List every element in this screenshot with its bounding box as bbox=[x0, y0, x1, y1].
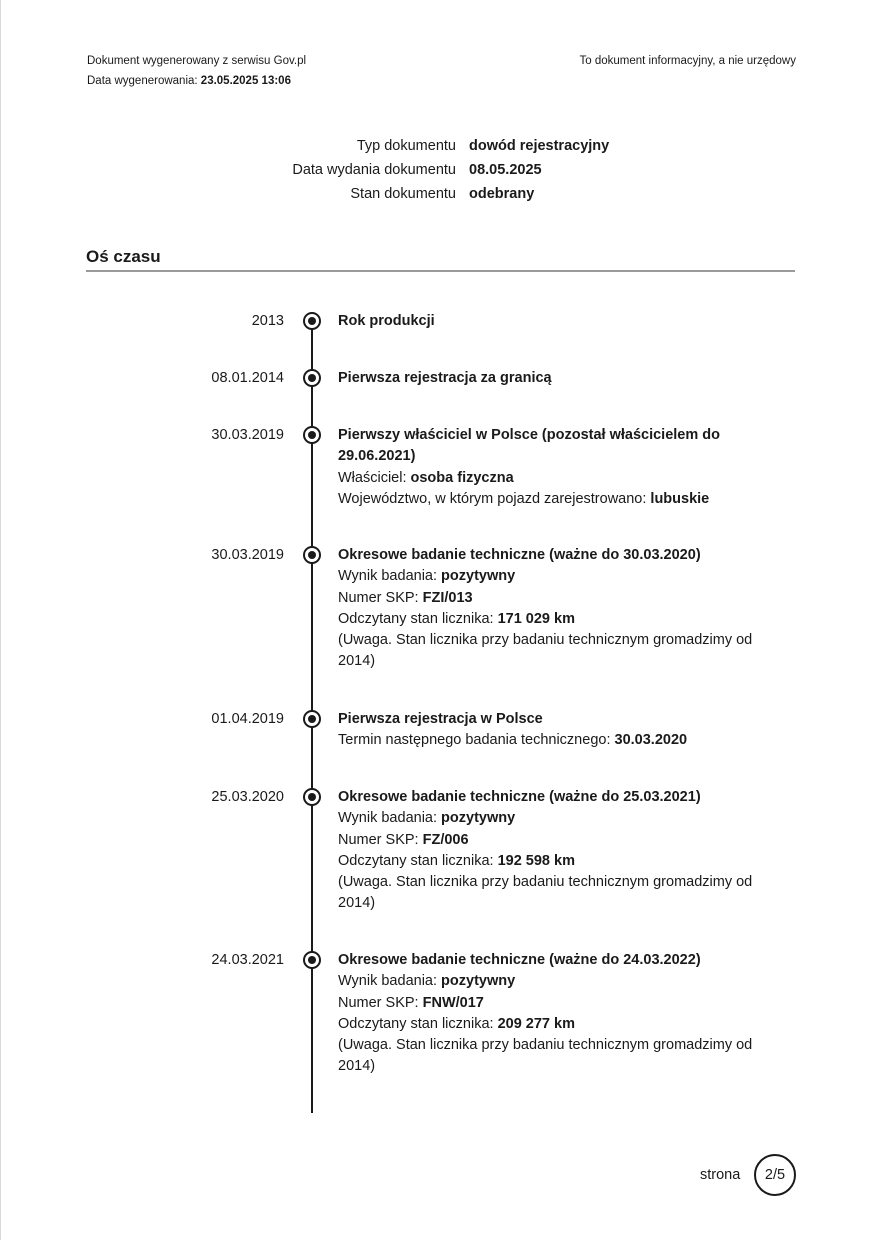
result-value: pozytywny bbox=[441, 568, 516, 585]
event-title: Okresowe badanie techniczne (ważne do 24.03.2022) bbox=[338, 952, 701, 968]
doc-info-label: Data wydania dokumentu bbox=[292, 162, 456, 178]
event-date: 24.03.2021 bbox=[211, 952, 284, 968]
event-result bbox=[338, 566, 758, 587]
skp-label: Numer SKP: bbox=[338, 589, 419, 606]
event-result bbox=[338, 808, 758, 829]
page-number-badge: 2/5 bbox=[754, 1154, 796, 1196]
event-body bbox=[338, 950, 758, 1078]
generated-date-value: 23.05.2025 13:06 bbox=[200, 75, 291, 87]
timeline-marker-icon bbox=[303, 546, 321, 564]
header-left bbox=[87, 51, 306, 91]
odometer-label: Odczytany stan licznika: bbox=[338, 852, 494, 869]
odometer-value: 192 598 km bbox=[497, 852, 575, 869]
event-odometer bbox=[338, 851, 758, 872]
skp-value: FZ/006 bbox=[422, 831, 469, 848]
odometer-value: 209 277 km bbox=[497, 1015, 575, 1032]
skp-value: FZI/013 bbox=[422, 589, 473, 606]
doc-info-value: odebrany bbox=[469, 186, 535, 202]
event-date: 30.03.2019 bbox=[211, 547, 284, 563]
event-title: Pierwszy właściciel w Polsce (pozostał właścicielem do 29.06.2021) bbox=[338, 427, 720, 465]
event-skp bbox=[338, 993, 758, 1014]
event-title: Okresowe badanie techniczne (ważne do 25.03.2021) bbox=[338, 789, 701, 805]
event-body bbox=[338, 311, 758, 332]
owner-value: osoba fizyczna bbox=[410, 469, 514, 486]
event-body bbox=[338, 709, 758, 752]
generated-date-label: Data wygenerowania: bbox=[87, 75, 198, 87]
skp-value: FNW/017 bbox=[422, 994, 484, 1011]
odometer-label: Odczytany stan licznika: bbox=[338, 1015, 494, 1032]
result-label: Wynik badania: bbox=[338, 810, 438, 827]
skp-label: Numer SKP: bbox=[338, 994, 419, 1011]
timeline-marker-icon bbox=[303, 951, 321, 969]
owner-label: Właściciel: bbox=[338, 469, 407, 486]
event-body bbox=[338, 368, 758, 389]
doc-info-value: dowód rejestracyjny bbox=[469, 138, 610, 154]
region-value: lubuskie bbox=[650, 490, 710, 507]
event-odometer bbox=[338, 1014, 758, 1035]
event-result bbox=[338, 971, 758, 992]
result-value: pozytywny bbox=[441, 973, 516, 990]
event-region bbox=[338, 489, 758, 510]
section-divider bbox=[86, 270, 795, 272]
timeline-marker-icon bbox=[303, 710, 321, 728]
event-odometer bbox=[338, 609, 758, 630]
event-date: 30.03.2019 bbox=[211, 427, 284, 443]
timeline-marker-icon bbox=[303, 369, 321, 387]
odometer-label: Odczytany stan licznika: bbox=[338, 610, 494, 627]
result-label: Wynik badania: bbox=[338, 973, 438, 990]
event-title: Okresowe badanie techniczne (ważne do 30.03.2020) bbox=[338, 547, 701, 563]
odometer-value: 171 029 km bbox=[497, 610, 575, 627]
event-owner bbox=[338, 468, 758, 489]
next-inspection-value: 30.03.2020 bbox=[614, 732, 688, 749]
event-skp bbox=[338, 588, 758, 609]
doc-info-label: Typ dokumentu bbox=[356, 138, 456, 154]
doc-info-row-status bbox=[0, 182, 876, 206]
event-skp bbox=[338, 830, 758, 851]
result-label: Wynik badania: bbox=[338, 568, 438, 585]
generated-source: Dokument wygenerowany z serwisu Gov.pl bbox=[87, 55, 307, 67]
event-date: 25.03.2020 bbox=[211, 789, 284, 805]
header-disclaimer: To dokument informacyjny, a nie urzędowy bbox=[579, 55, 796, 67]
generated-date-line bbox=[87, 71, 306, 91]
event-body bbox=[338, 787, 758, 915]
doc-info-row-issue-date bbox=[0, 158, 876, 182]
doc-info-row-type bbox=[0, 134, 876, 158]
timeline-marker-icon bbox=[303, 426, 321, 444]
event-body bbox=[338, 425, 758, 510]
result-value: pozytywny bbox=[441, 810, 516, 827]
timeline-marker-icon bbox=[303, 312, 321, 330]
event-note: (Uwaga. Stan licznika przy badaniu technicznym gromadzimy od 2014) bbox=[338, 1037, 753, 1075]
page-label: strona bbox=[700, 1167, 741, 1183]
doc-info-label: Stan dokumentu bbox=[350, 186, 456, 202]
event-date: 2013 bbox=[251, 313, 284, 329]
skp-label: Numer SKP: bbox=[338, 831, 419, 848]
event-body bbox=[338, 545, 758, 673]
doc-info-value: 08.05.2025 bbox=[469, 162, 542, 178]
timeline-marker-icon bbox=[303, 788, 321, 806]
event-note: (Uwaga. Stan licznika przy badaniu technicznym gromadzimy od 2014) bbox=[338, 632, 753, 670]
event-title: Pierwsza rejestracja w Polsce bbox=[338, 711, 543, 727]
document-info bbox=[0, 134, 876, 206]
event-next-inspection bbox=[338, 730, 758, 751]
event-title: Pierwsza rejestracja za granicą bbox=[338, 370, 552, 386]
event-date: 08.01.2014 bbox=[211, 370, 284, 386]
region-label: Województwo, w którym pojazd zarejestrowano: bbox=[338, 490, 647, 507]
event-date: 01.04.2019 bbox=[211, 711, 284, 727]
event-title: Rok produkcji bbox=[338, 313, 435, 329]
event-note: (Uwaga. Stan licznika przy badaniu technicznym gromadzimy od 2014) bbox=[338, 874, 753, 912]
timeline-title: Oś czasu bbox=[86, 247, 161, 266]
next-inspection-label: Termin następnego badania technicznego: bbox=[338, 732, 611, 749]
